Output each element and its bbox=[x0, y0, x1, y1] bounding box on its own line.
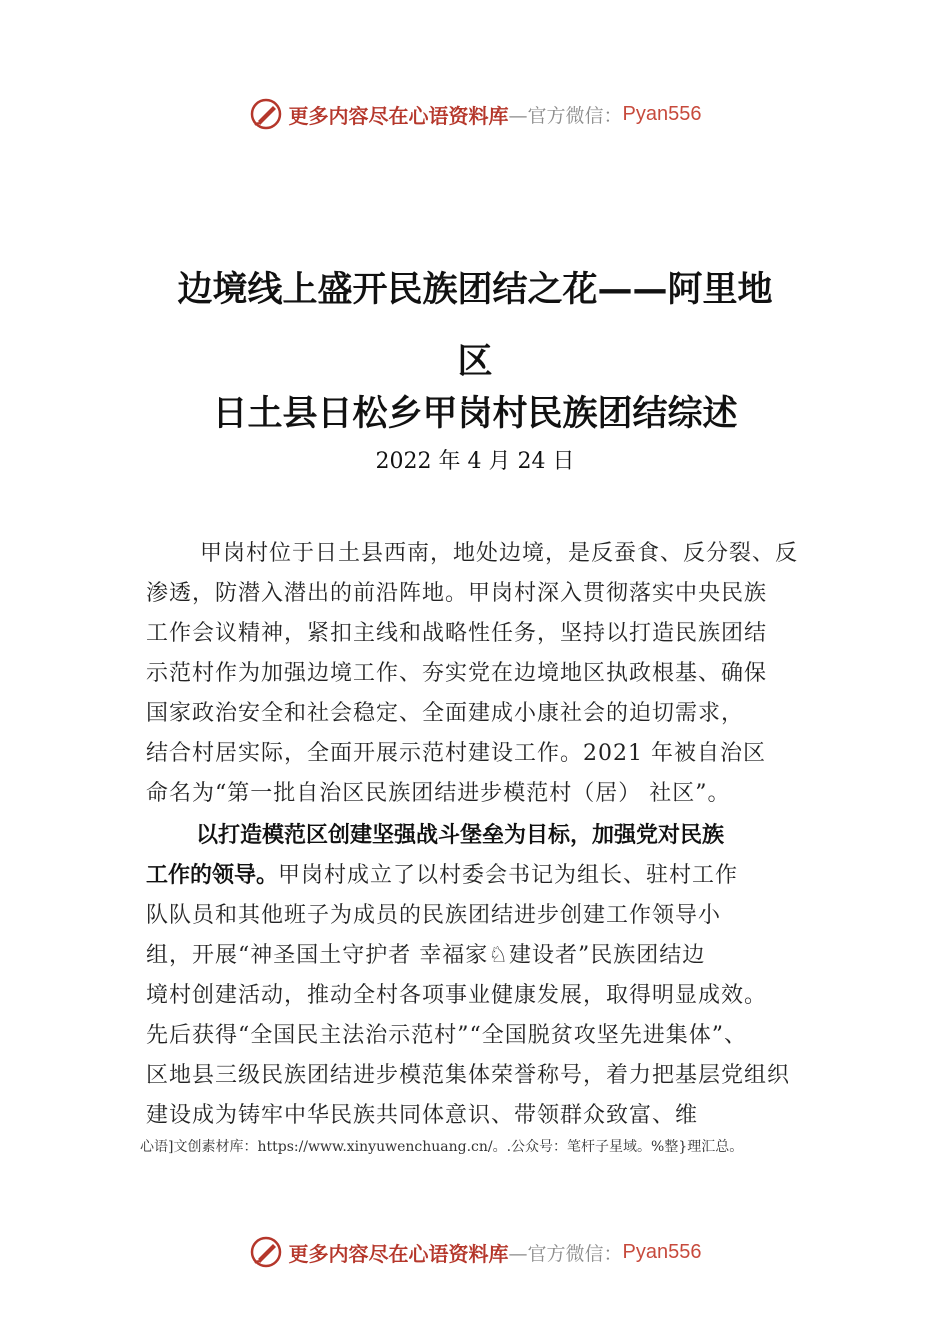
brush-logo-icon bbox=[249, 97, 283, 131]
banner-red-text: 更多内容尽在心语资料库 bbox=[288, 103, 509, 128]
paragraph-2-line bbox=[146, 858, 738, 889]
paragraph-1-line: 渗透，防潜入潜出的前沿阵地。甲岗村深入贯彻落实中央民族 bbox=[146, 581, 768, 606]
brush-logo-icon bbox=[249, 1235, 283, 1269]
footer-watermark bbox=[0, 1232, 950, 1272]
banner-wechat-id: Pyan556 bbox=[622, 102, 702, 125]
paragraph-2-heading-line bbox=[196, 818, 724, 849]
footer-source-note: 心语]文创素材库：https://www.xinyuwenchuang.cn/。.公众号：笔杆子星域。%整}理汇总。 bbox=[140, 1139, 744, 1155]
header-watermark bbox=[0, 94, 950, 134]
paragraph-2-bold-line-1: 以打造模范区创建坚强战斗堡垒为目标，加强党对民族 bbox=[196, 823, 725, 848]
title-line-3: 日土县日松乡甲岗村民族团结综述 bbox=[212, 394, 738, 434]
paragraph-2-line: 组，开展“神圣国土守护者 幸福家♘建设者”民族团结边 bbox=[146, 943, 706, 968]
paragraph-2-line: 区地县三级民族团结进步模范集体荣誉称号，着力把基层党组织 bbox=[146, 1063, 791, 1088]
banner-wechat-id: Pyan556 bbox=[622, 1240, 702, 1263]
banner-gray-text: —官方微信： bbox=[508, 104, 623, 127]
paragraph-2-line-2-rest: 甲岗村成立了以村委会书记为组长、驻村工作 bbox=[278, 863, 739, 888]
paragraph-1-line: 结合村居实际，全面开展示范村建设工作。2021 年被自治区 bbox=[146, 741, 766, 766]
paragraph-2-line: 先后获得“全国民主法治示范村”“全国脱贫攻坚先进集体”、 bbox=[146, 1023, 747, 1048]
paragraph-1-line: 工作会议精神，紧扣主线和战略性任务，坚持以打造民族团结 bbox=[146, 621, 768, 646]
document-date: 2022 年 4 月 24 日 bbox=[375, 449, 575, 474]
title-line-1: 边境线上盛开民族团结之花——阿里地 bbox=[177, 270, 773, 310]
paragraph-2-line: 境村创建活动，推动全村各项事业健康发展，取得明显成效。 bbox=[146, 983, 768, 1008]
title-line-2: 区 bbox=[457, 342, 493, 382]
paragraph-2-line: 队队员和其他班子为成员的民族团结进步创建工作领导小 bbox=[146, 903, 722, 928]
paragraph-1-line: 命名为“第一批自治区民族团结进步模范村（居） 社区”。 bbox=[146, 781, 731, 806]
paragraph-2-line: 建设成为铸牢中华民族共同体意识、带领群众致富、维 bbox=[146, 1103, 699, 1128]
banner-gray-text: —官方微信： bbox=[508, 1242, 623, 1265]
paragraph-2-bold-line-2: 工作的领导。 bbox=[146, 863, 279, 888]
paragraph-1-line: 国家政治安全和社会稳定、全面建成小康社会的迫切需求， bbox=[146, 701, 745, 726]
paragraph-1-line: 甲岗村位于日土县西南，地处边境，是反蚕食、反分裂、反 bbox=[200, 541, 799, 566]
paragraph-1-line: 示范村作为加强边境工作、夯实党在边境地区执政根基、确保 bbox=[146, 661, 768, 686]
banner-red-text: 更多内容尽在心语资料库 bbox=[288, 1241, 509, 1266]
